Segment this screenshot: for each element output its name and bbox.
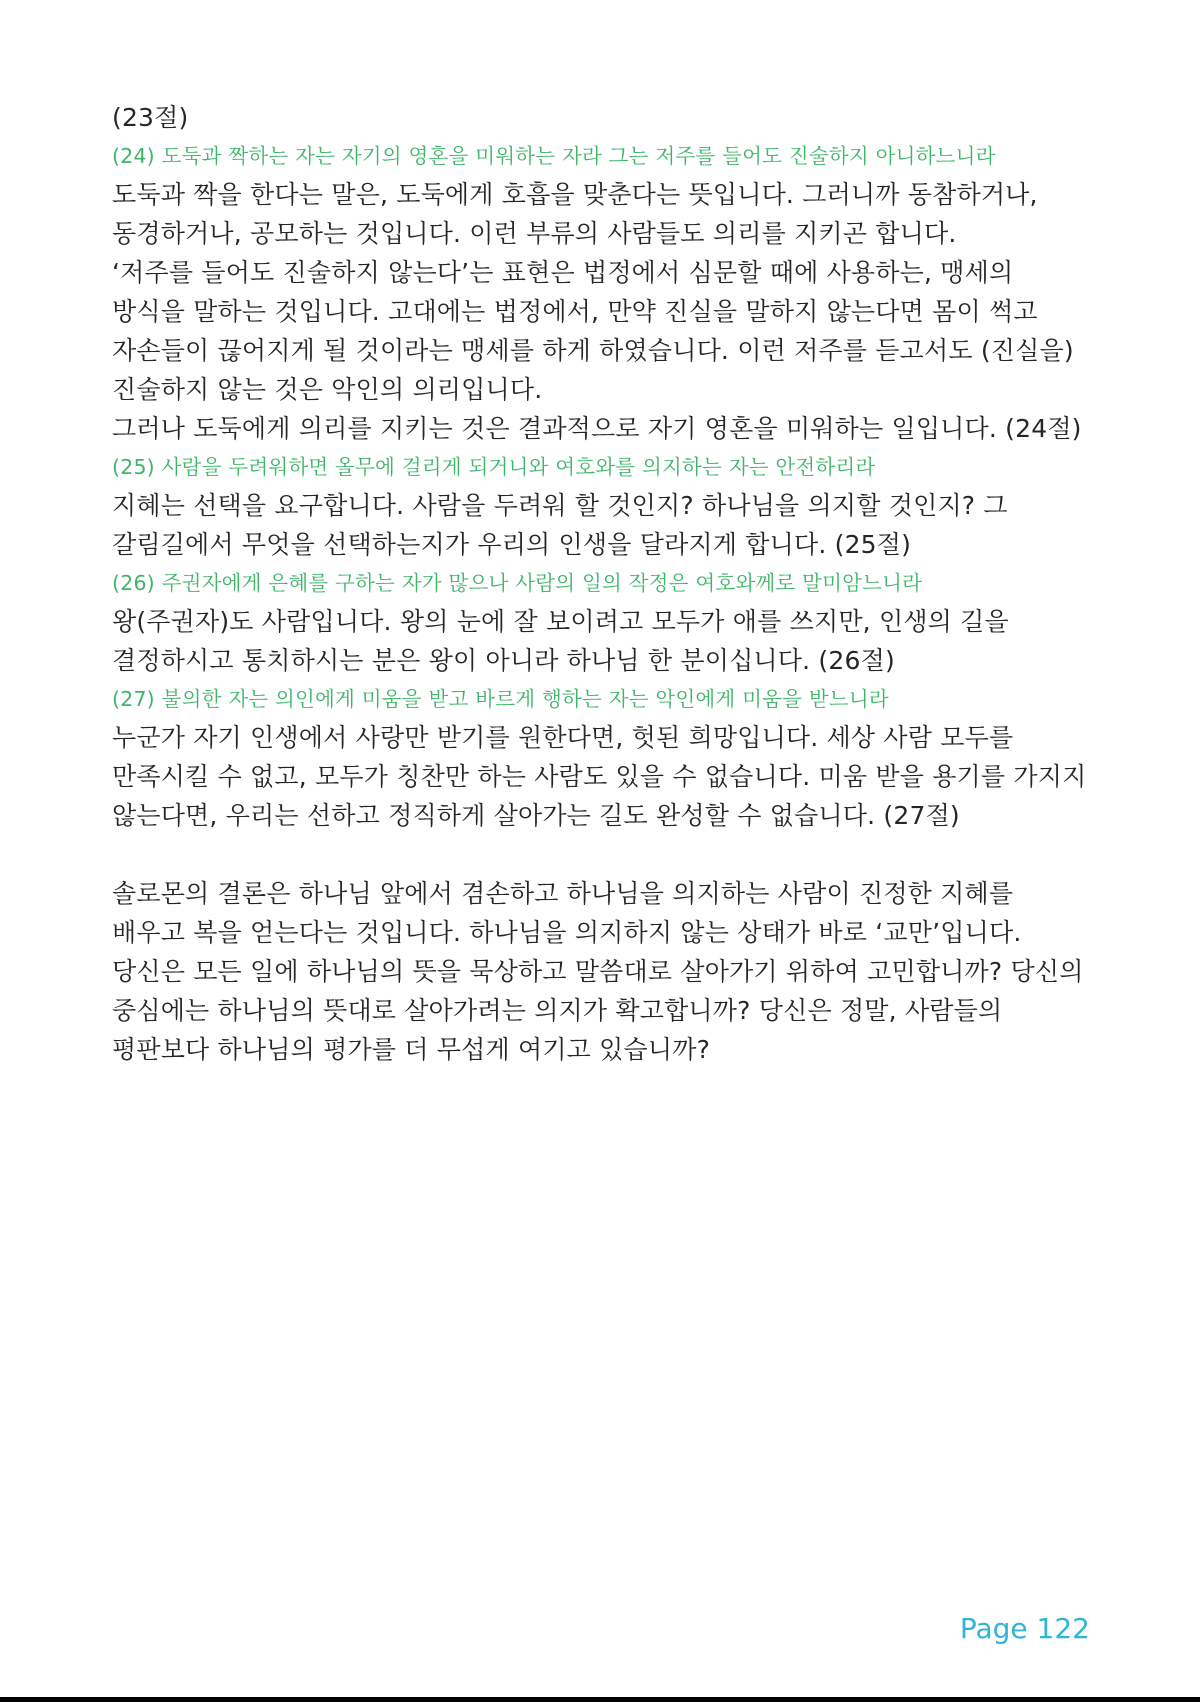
- paragraph-gap: [112, 835, 1092, 874]
- verse-quote-24: (24) 도둑과 짝하는 자는 자기의 영혼을 미워하는 자라 그는 저주를 들어도 진술하지 아니하느니라: [112, 144, 996, 168]
- bottom-border: [0, 1697, 1200, 1702]
- body-paragraph: 누군가 자기 인생에서 사랑만 받기를 원한다면, 헛된 희망입니다. 세상 사람 모두를 만족시킬 수 없고, 모두가 칭찬만 하는 사람도 있을 수 없습니다. 미움 받을 용기를 가지지 않는다면, 우리는 선하고 정직하게 살아가는 길도 완성할 수 없습니다. (27절): [112, 723, 1087, 830]
- body-paragraph: 도둑과 짝을 한다는 말은, 도둑에게 호흡을 맞춘다는 뜻입니다. 그러니까 동참하거나, 동경하거나, 공모하는 것입니다. 이런 부류의 사람들도 의리를 지키곤 합니다.: [112, 180, 1038, 248]
- page-content: [112, 98, 1092, 1069]
- page-number: Page 122: [959, 1612, 1090, 1645]
- verse-quote-26: (26) 주권자에게 은혜를 구하는 자가 많으나 사람의 일의 작정은 여호와께로 말미암느니라: [112, 571, 923, 595]
- body-paragraph: ‘저주를 들어도 진술하지 않는다’는 표현은 법정에서 심문할 때에 사용하는, 맹세의 방식을 말하는 것입니다. 고대에는 법정에서, 만약 진실을 말하지 않는다면 몸이 썩고 자손들이 끊어지게 될 것이라는 맹세를 하게 하였습니다. 이런 저주를 듣고서도 (진실을) 진술하지 않는 것은 악인의 의리입니다.: [112, 258, 1074, 404]
- verse-quote-27: (27) 불의한 자는 의인에게 미움을 받고 바르게 행하는 자는 악인에게 미움을 받느니라: [112, 687, 889, 711]
- body-paragraph: 왕(주권자)도 사람입니다. 왕의 눈에 잘 보이려고 모두가 애를 쓰지만, 인생의 길을 결정하시고 통치하시는 분은 왕이 아니라 하나님 한 분이십니다. (26절): [112, 607, 1009, 675]
- body-paragraph: 그러나 도둑에게 의리를 지키는 것은 결과적으로 자기 영혼을 미워하는 일입니다. (24절): [112, 414, 1082, 443]
- conclusion-paragraph: 솔로몬의 결론은 하나님 앞에서 겸손하고 하나님을 의지하는 사람이 진정한 지혜를 배우고 복을 얻는다는 것입니다. 하나님을 의지하지 않는 상태가 바로 ‘교만’입니다.: [112, 879, 1022, 947]
- body-paragraph: 지혜는 선택을 요구합니다. 사람을 두려워 할 것인지? 하나님을 의지할 것인지? 그 갈림길에서 무엇을 선택하는지가 우리의 인생을 달라지게 합니다. (25절): [112, 491, 1008, 559]
- verse-quote-25: (25) 사람을 두려워하면 올무에 걸리게 되거니와 여호와를 의지하는 자는 안전하리라: [112, 455, 876, 479]
- reflection-questions: 당신은 모든 일에 하나님의 뜻을 묵상하고 말씀대로 살아가기 위하여 고민합니까? 당신의 중심에는 하나님의 뜻대로 살아가려는 의지가 확고합니까? 당신은 정말, 사람들의 평판보다 하나님의 평가를 더 무섭게 여기고 있습니까?: [112, 957, 1084, 1064]
- body-paragraph: (23절): [112, 103, 189, 132]
